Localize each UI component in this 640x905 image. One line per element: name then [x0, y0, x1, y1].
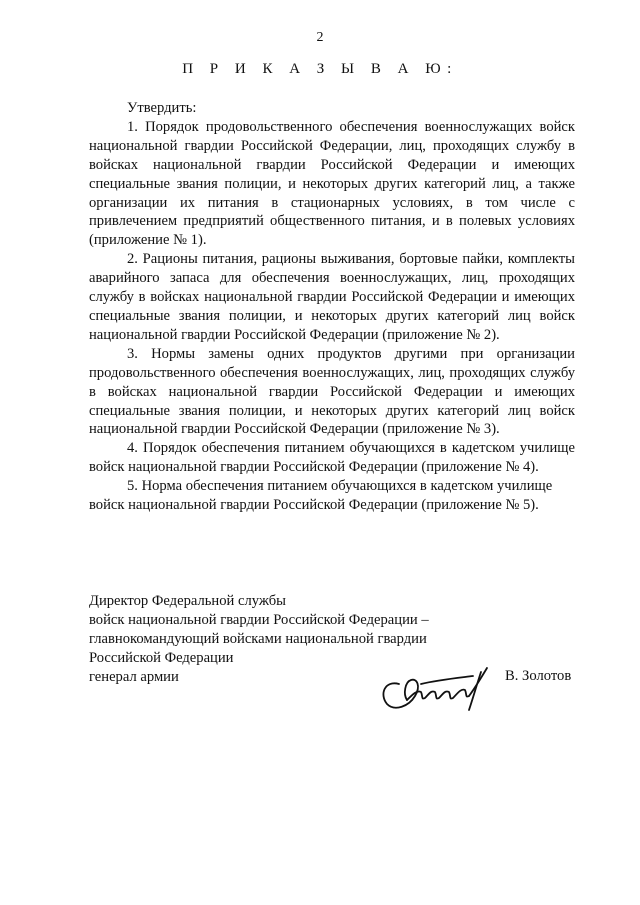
order-body	[89, 99, 575, 515]
signatory-line-1: Директор Федеральной службы	[89, 593, 286, 609]
signatory-rank: генерал армии	[89, 669, 179, 685]
order-item-4: 4. Порядок обеспечения питанием обучающихся в кадетском училище войск национальной гвардии Российской Федерации (приложение № 4).	[89, 440, 575, 476]
signatory-line-2: войск национальной гвардии Российской Федерации –	[89, 612, 429, 628]
signatory-line-3: главнокомандующий войсками национальной гвардии	[89, 631, 427, 647]
signatory-line-4: Российской Федерации	[89, 650, 234, 666]
page-number: 2	[316, 30, 324, 45]
handwritten-signature	[377, 654, 497, 716]
order-item-2: 2. Рационы питания, рационы выживания, бортовые пайки, комплекты аварийного запаса для обеспечения военнослужащих, лиц, проходящих службу в войсках национальной гвардии Российской Федерации и имеющих специальные звания полиции, и некоторых других категорий лиц войск национальной гвардии Российской Федерации (приложение № 2).	[89, 251, 575, 343]
order-item-1: 1. Порядок продовольственного обеспечения военнослужащих войск национальной гвардии Российской Федерации, лиц, проходящих службу в войсках национальной гвардии Российской Федерации и имеющих специальные звания полиции, и некоторых других категорий лиц, а также организации их питания в стационарных условиях, в том числе с привлечением предприятий общественного питания, и в полевых условиях (приложение № 1).	[89, 118, 575, 249]
intro-text: Утвердить:	[127, 100, 197, 116]
order-item-3: 3. Нормы замены одних продуктов другими при организации продовольственного обеспечения военнослужащих, лиц, проходящих службу в войсках национальной гвардии Российской Федерации и имеющих специальные звания полиции, и некоторых других категорий лиц войск национальной гвардии Российской Федерации (приложение № 3).	[89, 345, 575, 438]
signer-name: В. Золотов	[505, 668, 572, 684]
order-item-5: 5. Норма обеспечения питанием обучающихся в кадетском училище войск национальной гвардии Российской Федерации (приложение № 5).	[89, 478, 553, 514]
order-heading: П Р И К А З Ы В А Ю:	[182, 61, 458, 77]
